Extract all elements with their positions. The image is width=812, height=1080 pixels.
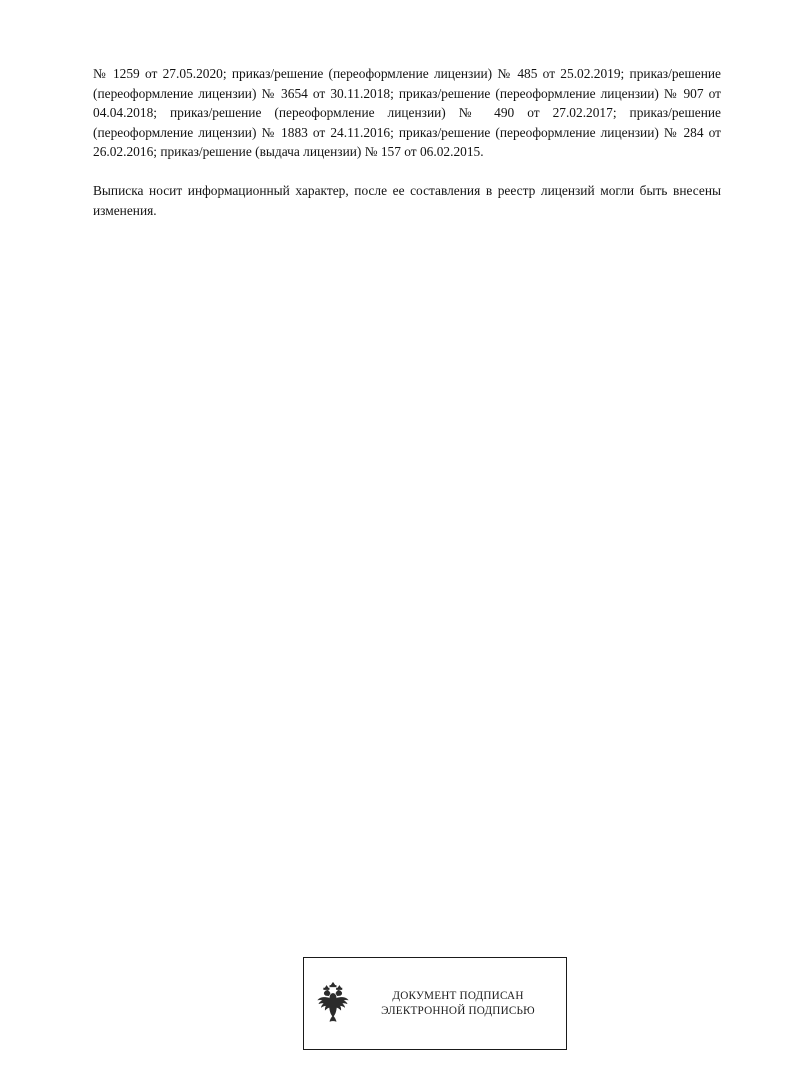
paragraph-license-orders: № 1259 от 27.05.2020; приказ/решение (переоформление лицензии) № 485 от 25.02.2019; приказ/решение (переоформление лицензии) № 3654 от 30.11.2018; приказ/решение (переоформление лицензии) № 907 от 04.04.2018; приказ/решение (переоформление лицензии) № 490 от 27.02.2017; приказ/решение (переоформление лицензии) № 1883 от 24.11.2016; приказ/решение (переоформление лицензии) № 284 от 26.02.2016; приказ/решение (выдача лицензии) № 157 от 06.02.2015. — [93, 66, 721, 160]
stamp-line-2: ЭЛЕКТРОННОЙ ПОДПИСЬЮ — [381, 1004, 535, 1017]
document-body — [93, 64, 721, 220]
stamp-line-1: ДОКУМЕНТ ПОДПИСАН — [392, 989, 524, 1002]
paragraph-disclaimer: Выписка носит информационный характер, после ее составления в реестр лицензий могли быть внесены изменения. — [93, 182, 721, 218]
stamp-text-block — [360, 989, 566, 1019]
double-headed-eagle-emblem-icon — [312, 981, 354, 1027]
electronic-signature-stamp — [303, 957, 567, 1050]
